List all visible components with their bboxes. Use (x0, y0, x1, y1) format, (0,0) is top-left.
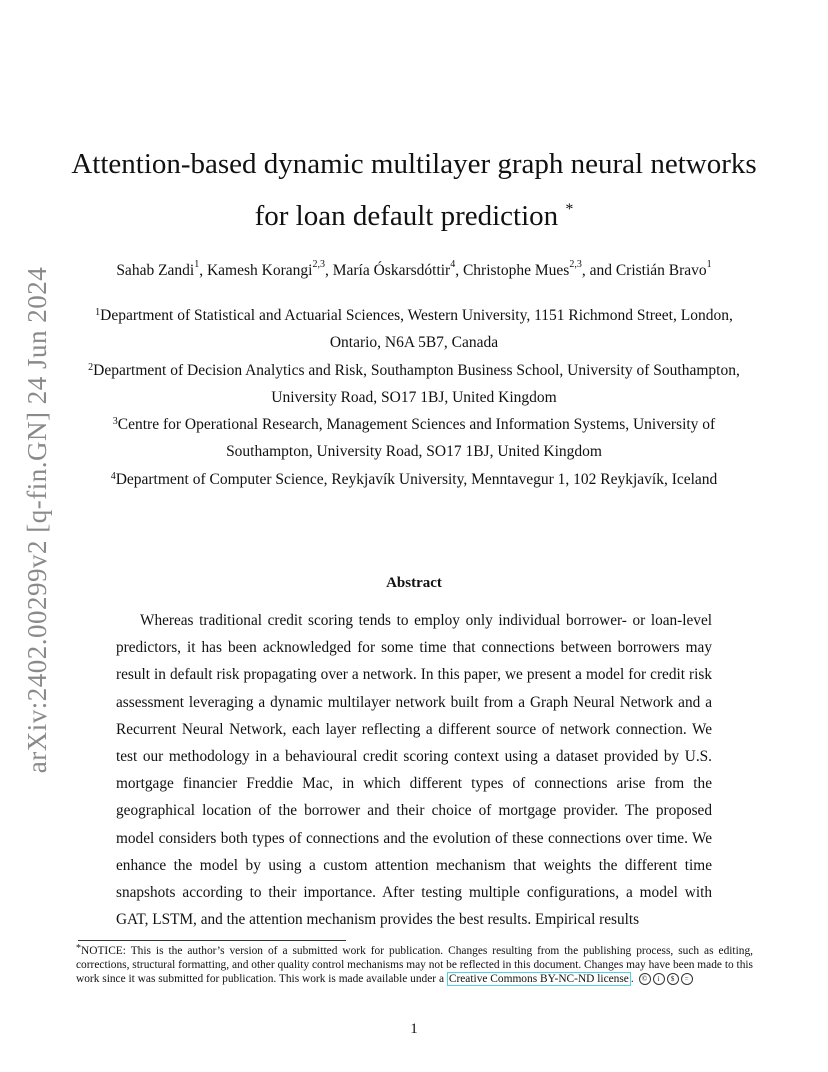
by-icon: i (653, 973, 665, 985)
author: Cristián Bravo (615, 262, 707, 279)
abstract-heading: Abstract (386, 575, 442, 591)
author: Christophe Mues (462, 262, 570, 279)
affiliation: $^1$Department of Statistical and Actuarial Sciences, Western University, 1151 Richmond Street, London, Ontario, N6A 5B7, Canada (95, 307, 733, 351)
paper-title (60, 138, 768, 242)
arxiv-identifier: arXiv:2402.00299v2 [q-fin.GN] 24 Jun 2024 (22, 266, 52, 774)
affiliation: $^4$Department of Computer Science, Reykjavík University, Menntavegur 1, 102 Reykjavík, Iceland (110, 471, 718, 488)
page-number: 1 (410, 1021, 418, 1037)
nd-icon: = (681, 973, 693, 985)
title-line-1: Attention-based dynamic multilayer graph neural networks (71, 148, 757, 180)
author: Sahab Zandi (116, 262, 195, 279)
title-line-2: for loan default prediction * (254, 200, 574, 232)
affiliation: $^2$Department of Decision Analytics and Risk, Southampton Business School, University of Southampton, University Road, SO17 1BJ, United Kingdom (88, 362, 740, 406)
affiliation: $^3$Centre for Operational Research, Management Sciences and Information Systems, University of Southampton, University Road, SO17 1BJ, United Kingdom (112, 416, 716, 460)
author: María Óskarsdóttir (332, 262, 451, 279)
license-link[interactable]: Creative Commons BY-NC-ND license (448, 972, 629, 985)
footnote-rule (78, 940, 346, 941)
title-footnote-mark: * (565, 201, 574, 218)
abstract-text: Whereas traditional credit scoring tends to employ only individual borrower- or loan-level predictors, it has been acknowledged for some time that connections between borrowers may result in default risk propagating over a network. In this paper, we present a model for credit risk assessment leveraging a dynamic multilayer network built from a Graph Neural Network and a Recurrent Neural Network, each layer reflecting a different source of network connection. We test our methodology in a behavioural credit scoring context using a dataset provided by U.S. mortgage financier Freddie Mac, in which different types of connections arise from the geographical location of the borrower and their choice of mortgage provider. The proposed model considers both types of connections and the evolution of these connections over time. We enhance the model by using a custom attention mechanism that weights the different time snapshots according to their importance. After testing multiple configurations, a model with GAT, LSTM, and the attention mechanism provides the best results. Empirical results (116, 612, 712, 929)
footnote: *NOTICE: This is the author’s version of a submitted work for publication. Changes resulting from the publishing process, such as editing, corrections, structural formatting, and other quality control mechanisms may not be reflected in this document. Changes may have been made to this work since it was submitted for publication. This work is made available under a Creative Commons BY-NC-ND license . © i $ = (76, 943, 753, 985)
cc-icon: © (639, 973, 651, 985)
nc-icon: $ (667, 973, 679, 985)
author: Kamesh Korangi (206, 262, 313, 279)
author-list: Sahab Zandi$^1$, Kamesh Korangi$^{2,3}$, María Óskarsdóttir$^4$, Christophe Mues$^{2,3}$, and Cristián Bravo$^1$ (116, 259, 712, 279)
